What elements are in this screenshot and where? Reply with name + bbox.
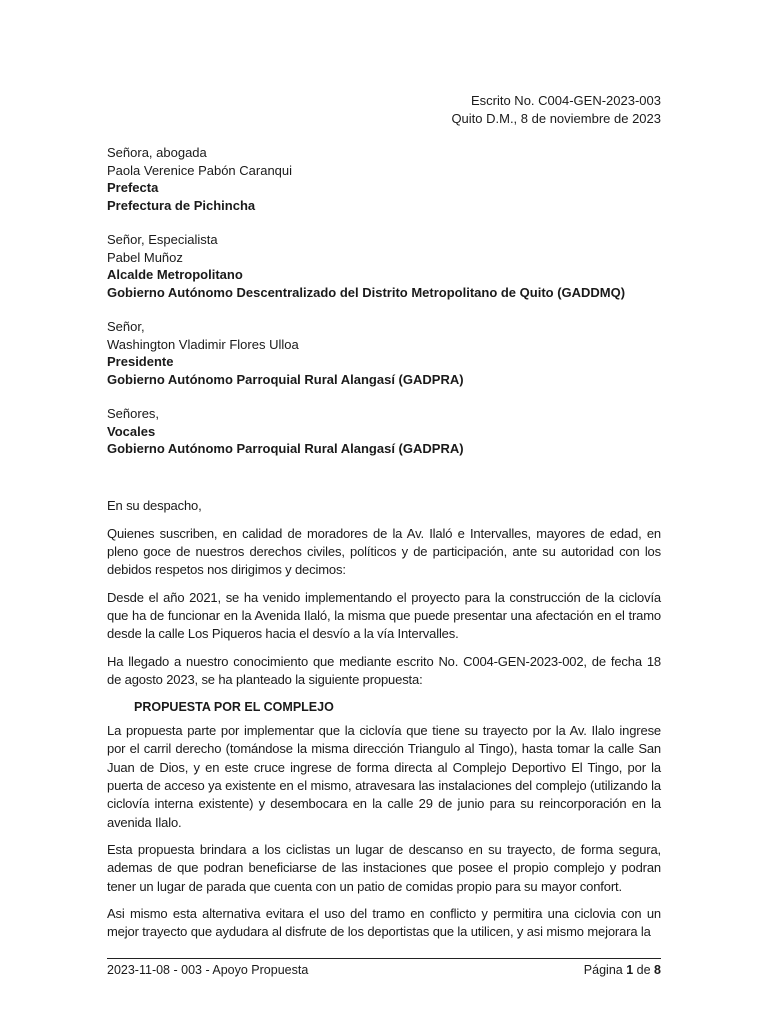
recipient-position: Alcalde Metropolitano — [107, 267, 243, 282]
recipient-name: Pabel Muñoz — [107, 249, 183, 265]
recipient-position: Vocales — [107, 423, 156, 439]
page-prefix: Página — [583, 963, 623, 977]
recipient-institution: Gobierno Autónomo Parroquial Rural Alangasí (GADPRA) — [107, 371, 464, 387]
recipient-title: Señor, — [107, 319, 145, 334]
recipient-position: Prefecta — [107, 180, 159, 195]
recipient-name: Washington Vladimir Flores Ulloa — [107, 336, 299, 352]
recipient-title: Señor, Especialista — [107, 232, 218, 247]
paragraph-reference: Ha llegado a nuestro conocimiento que mediante escrito No. C004-GEN-2023-002, de fecha 18 de agosto 2023, se ha planteado la siguiente propuesta: — [107, 653, 661, 687]
recipient-block-alcalde — [107, 231, 661, 301]
recipient-institution: Prefectura de Pichincha — [107, 197, 256, 213]
section-title: PROPUESTA POR EL COMPLEJO — [134, 700, 334, 715]
recipient-institution: Gobierno Autónomo Descentralizado del Distrito Metropolitano de Quito (GADDMQ) — [107, 284, 626, 300]
paragraph-alternative: Asi mismo esta alternativa evitara el uso del tramo en conflicto y permitira una ciclovia con un mejor trayecto que aydudara al disfrute de los deportistas que la utilicen, y asi mismo mejorara la — [107, 905, 661, 940]
page-separator: de — [636, 963, 651, 977]
recipient-block-vocales — [107, 405, 661, 458]
recipient-name: Paola Verenice Pabón Caranqui — [107, 162, 293, 178]
page-total: 8 — [654, 963, 661, 977]
recipient-block-presidente — [107, 318, 661, 388]
page-current: 1 — [626, 963, 634, 977]
place-date: Quito D.M., 8 de noviembre de 2023 — [451, 110, 661, 126]
reference-number: Escrito No. C004-GEN-2023-003 — [470, 93, 661, 108]
greeting: En su despacho, — [107, 497, 202, 513]
paragraph-intro: Quienes suscriben, en calidad de moradores de la Av. Ilaló e Intervalles, mayores de edad, en pleno goce de nuestros derechos civiles, políticos y de participación, ante su autoridad con los debidos respetos nos dirigimos y decimos: — [107, 525, 661, 578]
paragraph-proposal: La propuesta parte por implementar que la ciclovía que tiene su trayecto por la Av. Ilalo ingrese por el carril derecho (tomándose la misma dirección Triangulo al Tingo), hasta tomar la calle San Juan de Dios, y en este cruce ingrese de forma directa al Complejo Deportivo El Tingo, por la puerta de acceso ya existente en el mismo, atravesara las instalaciones del complejo (utilizando la ciclovía interna existente) y desembocara en la calle 29 de junio para su reincorporación en la avenida Ilalo. — [107, 723, 661, 830]
paragraph-background: Desde el año 2021, se ha venido implementando el proyecto para la construcción de la ciclovía que ha de funcionar en la Avenida Ilaló, la misma que puede presentar una afectación en el tramo desde la calle Los Piqueros hacia el desvío a la vía Intervalles. — [107, 589, 661, 642]
page-number — [584, 962, 661, 979]
recipient-title: Señora, abogada — [107, 145, 207, 160]
paragraph-benefits: Esta propuesta brindara a los ciclistas un lugar de descanso en su trayecto, de forma segura, ademas de que podran beneficiarse de las instaciones que posee el propio complejo y podran tener un lugar de parada que cuenta con un patio de comidas propio para su mayor confort. — [107, 841, 661, 894]
letter-body — [107, 92, 661, 950]
recipient-block-prefecta — [107, 144, 661, 214]
page-footer — [107, 958, 661, 979]
recipient-institution: Gobierno Autónomo Parroquial Rural Alangasí (GADPRA) — [107, 441, 464, 456]
recipient-position: Presidente — [107, 354, 174, 369]
recipient-title: Señores, — [107, 406, 160, 421]
footer-document-id: 2023-11-08 - 003 - Apoyo Propuesta — [107, 963, 309, 977]
